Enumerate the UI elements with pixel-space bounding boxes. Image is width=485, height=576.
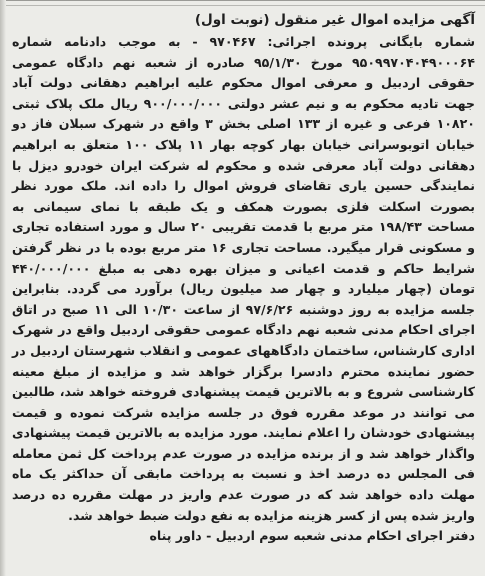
notice-title: آگهی مزایده اموال غیر منقول (نوبت اول) — [194, 12, 475, 28]
auction-notice — [12, 10, 475, 572]
notice-body: شماره بایگانی پرونده اجرائی: ۹۷۰۴۶۷ - به موجب دادنامه شماره ۹۵۰۹۹۷۰۴۰۴۹۰۰۰۶۴ مورخ ۹۵/۱/۳۰ صادره از شعبه نهم دادگاه عمومی حقوقی اردبیل و معرفی اموال محکوم علیه ابراهیم دهقانی دولت آباد جهت تادیه محکوم به و نیم عشر دولتی ۹۰۰/۰۰۰/۰۰۰ ریال ملک پلاک ثبتی ۱۰۸۲۰ فرعی و غیره از ۱۳۳ اصلی بخش ۳ واقع در شهرک سبلان فاز دو خیابان اتوبوسرانی خیابان بهار کوچه بهار ۱۱ پلاک ۱۰۰ متعلق به ابراهیم دهقانی دولت آباد معرفی شده و محکوم له شرکت ایران خودرو دیزل با نمایندگی حسین یاری تقاضای فروش اموال را داده اند. ملک مورد نظر بصورت اسکلت فلزی بصورت همکف و یک طبقه با نمای سیمانی به مساحت ۱۹۸/۴۳ متر مربع با قدمت تقریبی ۲۰ سال و مورد استفاده تجاری و مسکونی قرار میگیرد. مساحت تجاری ۱۶ متر مربع بوده با در نظر گرفتن شرایط حاکم و قدمت اعیانی و میزان بهره دهی به مبلغ ۴۴۰/۰۰۰/۰۰۰ تومان (چهار میلیارد و چهار صد میلیون ریال) برآورد می گردد. بنابراین جلسه مزایده به روز دوشنبه ۹۷/۶/۲۶ از ساعت ۱۰/۳۰ الی ۱۱ صبح در اتاق اجرای احکام مدنی شعبه نهم دادگاه عمومی حقوقی اردبیل واقع در شهرک اداری کارشناس، ساختمان دادگاههای عمومی و انقلاب شهرستان اردبیل در حضور نماینده محترم دادسرا برگزار خواهد شد و مزایده از مبلغ معینه کارشناسی شروع و به بالاترین قیمت پیشنهادی فروخته خواهد شد، طالبین می توانند در موعد مقرره فوق در جلسه مزایده شرکت نموده و قیمت پیشنهادی خودشان را اعلام نمایند. مورد مزایده به بالاترین قیمت پیشنهادی واگذار خواهد شد و از برنده مزایده در صورت عدم پرداخت کل ثمن معامله فی المجلس ده درصد اخذ و نسبت به پرداخت مابقی آن حداکثر یک ماه مهلت داده خواهد شد که در صورت عدم واریز در مهلت مقرره ده درصد واریز شده پس از کسر هزینه مزایده به نفع دولت ضبط خواهد شد. — [12, 34, 476, 523]
notice-signature: دفتر اجرای احکام مدنی شعبه سوم اردبیل - داور پناه — [149, 528, 475, 544]
page-edge-shadow — [0, 0, 6, 576]
top-border-rule — [0, 0, 485, 6]
